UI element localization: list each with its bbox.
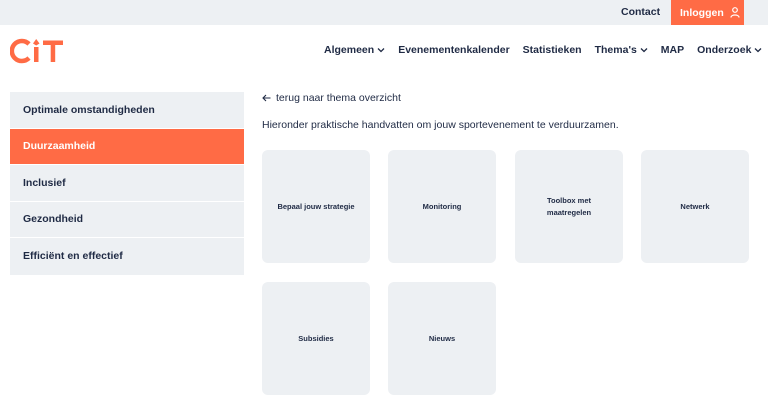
nav-item-statistieken[interactable] [523,44,582,56]
tile-bepaal-jouw-strategie[interactable]: Bepaal jouw strategie [262,150,370,263]
nav-item-algemeen[interactable] [324,44,385,56]
sidebar-item-gezondheid[interactable]: Gezondheid [10,202,244,239]
tile-monitoring[interactable]: Monitoring [388,150,496,263]
login-button[interactable] [671,0,744,25]
nav-item-label: Algemeen [324,44,375,56]
nav-item-onderzoek[interactable] [697,44,762,56]
login-label: Inloggen [680,6,724,19]
arrow-left-icon [262,94,271,102]
tile-toolbox-met-maatregelen[interactable]: Toolbox met maatregelen [515,150,623,263]
nav-item-label: Statistieken [522,44,582,56]
sidebar-item-efficient-en-effectief[interactable]: Efficiënt en effectief [23,250,123,263]
main-navigation [324,44,762,56]
nav-item-label: MAP [660,44,685,56]
nav-item-label: Onderzoek [697,44,752,56]
tile-nieuws[interactable]: Nieuws [388,282,496,395]
cit-logo[interactable] [10,38,68,64]
nav-item-label: Evenementenkalender [398,44,510,56]
back-link-label: terug naar thema overzicht [276,92,401,104]
back-to-themes-link[interactable] [262,92,401,104]
sidebar-item-duurzaamheid[interactable]: Duurzaamheid [10,129,244,166]
user-icon [730,7,740,18]
theme-sidebar [10,92,244,275]
chevron-down-icon [754,47,762,53]
logo-mark [10,38,68,64]
nav-item-evenementenkalender[interactable] [398,44,509,56]
nav-item-map[interactable] [661,44,684,56]
intro-text: Hieronder praktische handvatten om jouw sportevenement te verduurzamen. [262,119,619,131]
top-utility-bar [0,0,768,25]
tile-subsidies[interactable]: Subsidies [262,282,370,395]
nav-item-label: Thema's [594,44,637,56]
sidebar-item-inclusief[interactable]: Inclusief [10,165,244,202]
nav-item-themas[interactable] [595,44,648,56]
contact-link[interactable]: Contact [621,6,661,18]
sidebar-item-optimale-omstandigheden[interactable]: Optimale omstandigheden [10,92,244,129]
chevron-down-icon [640,47,648,53]
tile-netwerk[interactable]: Netwerk [641,150,749,263]
chevron-down-icon [377,47,385,53]
